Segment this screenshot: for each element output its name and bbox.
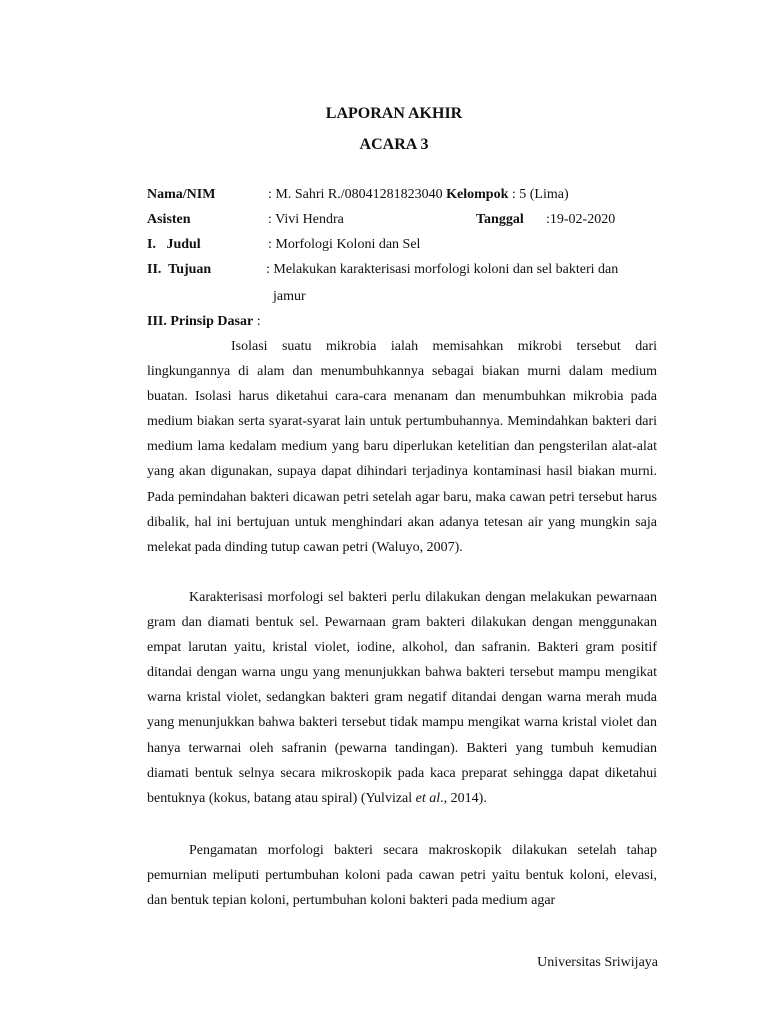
tujuan-label: II. Tujuan bbox=[147, 262, 212, 277]
nama-value: : M. Sahri R./08041281823040 bbox=[268, 187, 443, 202]
report-title: LAPORAN AKHIR bbox=[325, 105, 463, 122]
nama-label: Nama/NIM bbox=[147, 187, 216, 202]
kelompok-label: Kelompok bbox=[446, 187, 509, 202]
paragraph-2-end: ., 2014). bbox=[440, 790, 487, 806]
asisten-value: : Vivi Hendra bbox=[268, 212, 344, 227]
judul-label: I. Judul bbox=[147, 237, 201, 252]
tanggal-value: :19-02-2020 bbox=[546, 212, 616, 227]
kelompok-value: : 5 (Lima) bbox=[511, 187, 569, 202]
report-subtitle: ACARA 3 bbox=[359, 136, 429, 153]
paragraph-1: Isolasi suatu mikrobia ialah memisahkan mikrobi tersebut dari lingkungannya di alam dan menumbuhkannya sebagai biakan murni dalam medium buatan. Isolasi harus diketahui cara-cara menanam dan menumbuhkan mikrobia pada medium biakan serta syarat-syarat lain untuk pertumbuhannya. Memindahkan bakteri dari medium lama kedalam medium yang baru diperlukan ketelitian dan pengsterilan alat-alat yang akan digunakan, supaya dapat dihindari terjadinya kontaminasi hasil biakan murni. Pada pemindahan bakteri dicawan petri setelah agar baru, maka cawan petri tersebut harus dibalik, hal ini bertujuan untuk menghindari akan adanya tetesan air yang mungkin saja melekat pada dinding tutup cawan petri (Waluyo, 2007). bbox=[147, 339, 657, 555]
tanggal-label: Tanggal bbox=[476, 212, 524, 227]
row-prinsip bbox=[147, 313, 261, 331]
asisten-label: Asisten bbox=[147, 212, 191, 227]
paragraph-3: Pengamatan morfologi bakteri secara makroskopik dilakukan setelah tahap pemurnian meliputi pertumbuhan koloni pada cawan petri yaitu bentuk koloni, elevasi, dan bentuk tepian koloni, pertumbuhan koloni bakteri pada medium agar bbox=[147, 843, 657, 909]
footer-university: Universitas Sriwijaya bbox=[537, 955, 658, 970]
et-al: et al bbox=[415, 790, 441, 806]
paragraph-2-text: Karakterisasi morfologi sel bakteri perlu dilakukan dengan melakukan pewarnaan gram dan diamati bentuk sel. Pewarnaan gram bakteri dilakukan dengan menggunakan empat larutan yaitu, kristal violet, iodine, alkohol, dan safranin. Bakteri gram positif ditandai dengan warna ungu yang menunjukkan bahwa bakteri tersebut mampu mengikat warna kristal violet, sedangkan bakteri gram negatif ditandai dengan warna merah muda yang menunjukkan bahwa bakteri tersebut tidak mampu mengikat warna kristal violet dan hanya terwarnai oleh safranin (pewarna tandingan). Bakteri yang tumbuh kemudian diamati bentuk selnya secara mikroskopik pada kaca preparat sehingga dapat diketahui bentuknya (kokus, batang atau spiral) (Yulvizal bbox=[147, 590, 657, 806]
prinsip-colon: : bbox=[253, 314, 261, 329]
tujuan-value-cont: jamur bbox=[273, 289, 306, 304]
paragraph-2 bbox=[147, 585, 657, 811]
tujuan-value: : Melakukan karakterisasi morfologi koloni dan sel bakteri dan bbox=[266, 262, 619, 277]
judul-value: : Morfologi Koloni dan Sel bbox=[268, 237, 421, 252]
prinsip-label: III. Prinsip Dasar bbox=[147, 314, 254, 329]
